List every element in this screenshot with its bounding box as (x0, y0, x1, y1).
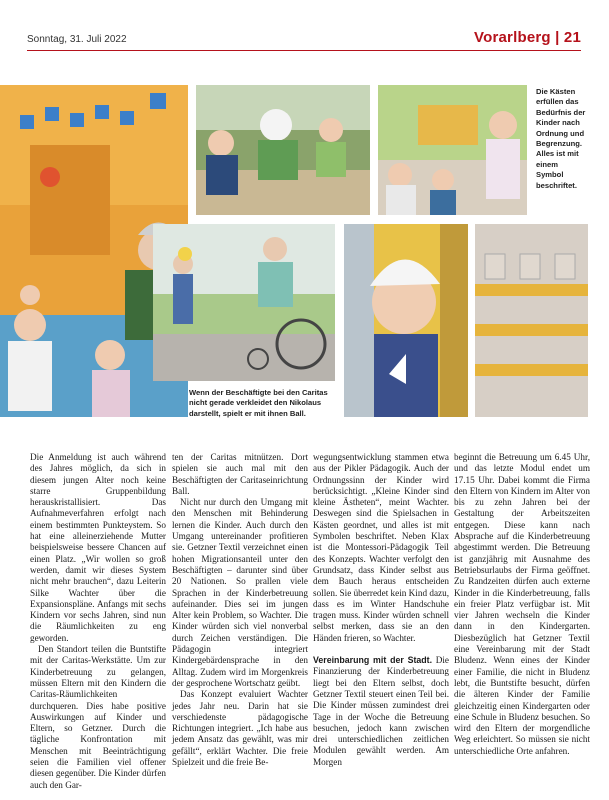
paragraph: beginnt die Betreuung um 6.45 Uhr, und das letzte Modul endet um 17.15 Uhr. Dabei kommt die Firma den Eltern von Kindern im Alter von bis zu zehn Jahren bei der Gestaltung der Arbeitszeiten entgegen. Diese kann nach Absprache auf die Kinderbetreuung abgestimmt werden. Die Betreuung ist ganzjährig mit Ausnahme des Betriebsurlaubs der Firma geöffnet. Zu Randzeiten dürfen auch externe Kinder in die Kinderbetreuung, falls ein freier Platz verfügbar ist. Mit vier Jahren wechseln die Kinder dann in den Kindergarten. Diesbezüglich hat Getzner Textil eine Vereinbarung mit der Stadt Bludenz. Wenn eines der Kinder einer Familie, die nicht in Bludenz lebt, die Buntstifte besucht, dürfen die älteren Kinder der Familie gleichzeitig einen Kindergarten oder eine Schule in Bludenz besuchen. So wird den Eltern der morgendliche Weg erleichtert. So müssen sie nicht unterschiedliche Orte anfahren. (454, 452, 590, 756)
article-column-2 (172, 452, 308, 768)
article-column-1 (30, 452, 166, 791)
issue-date: Sonntag, 31. Juli 2022 (27, 34, 127, 45)
section-name: Vorarlberg (474, 29, 551, 46)
paragraph-with-subhead (313, 655, 449, 768)
photo-toy-boxes (378, 85, 527, 215)
caption-toy-boxes: Die Kästen erfüllen das Bedürfnis der Kinder nach Ordnung und Begrenzung. Alles ist mit einem Symbol beschriftet. (536, 87, 586, 190)
subheading: Vereinbarung mit der Stadt. (313, 655, 433, 666)
paragraph: wegungsentwicklung stammen etwa aus der Pikler Pädagogik. Auch der Ordnungssinn der Kinder wird berücksichtigt. „Kleine Kinder sind kleine Ästheten“, meint Wachter. Deswegen sind die Spielsachen in Kästen geordnet, und alles ist mit Symbolen beschriftet. Neben Klax ist die Montessori-Pädagogik Teil des Konzepts. Wachter verfolgt den Grundsatz, dass Kinder selbst aus dem Bauch heraus entscheiden sollen. Sie überredet kein Kind dazu, dass es im Winter Handschuhe tragen muss. Kinder würden schnell selbst merken, dass sie an den Händen frieren, so Wachter. (313, 452, 449, 643)
paragraph-text: Die Finanzierung der Kinderbetreuung liegt bei den Eltern selbst, doch Getzner Textil steuert einen Teil bei. Die Kinder müssen zumindest drei Tage in der Woche die Betreuung besuchen, jedoch kann zwischen drei unterschiedlichen zeitlichen Modulen gewählt werden. Am Morgen (313, 655, 449, 767)
article-column-4 (454, 452, 590, 757)
page-number: 21 (563, 29, 581, 46)
paragraph: ten der Caritas mitnützen. Dort spielen sie auch mal mit den Beschäftigten der Caritaseinrichtung Ball. (172, 452, 308, 496)
photo-labeled-shelves (475, 224, 588, 417)
paragraph: Nicht nur durch den Umgang mit den Menschen mit Behinderung lernen die Kinder. Auch durch den Umgang untereinander profitieren sie. Getzner Textil verzeichnet einen hohen Migrationsanteil unter den Beschäftigten – darunter sind über 20 Nationen. So prallen viele Sprachen in der Kinderbetreuung aufeinander. Dies sei im jungen Alter kein Problem, so Wachter. Die Kinder würden sich viel nonverbal durch Zeichen verständigen. Die Pädagogin integriert Kindergebärdensprache in den Alltag. Zudem wird im Morgenkreis der gesprochene Wortschatz geübt. (172, 497, 308, 688)
article-column-3 (313, 452, 449, 768)
paragraph: Das Konzept evaluiert Wachter jedes Jahr neu. Darin hat sie verschiedenste pädagogische Richtungen integriert. „Ich habe aus jedem Ansatz das gewählt, was mir gefällt“, erklärt Wachter. Die freie Spielzeit und die freie Be- (172, 689, 308, 768)
photo-wheelchair-ball (153, 224, 335, 381)
section-title: Vorarlberg | 21 (474, 29, 581, 46)
photo-toddler-white-hat (344, 224, 468, 417)
photo-sandbox-play (196, 85, 370, 215)
paragraph: Die Anmeldung ist auch während des Jahres möglich, da sich in diesem jungen Alter noch keine starre Gruppenbildung herauskristallisiert. Das Aufnahmeverfahren erfolgt nach einem bestimmten Punkteystem. So hat eine alleinerziehende Mutter beispielsweise bessere Chancen auf einen Platz. „Wir wollen so groß werden, damit wir dieses System nicht mehr brauchen“, dazu Leiterin Silke Wachter über die Expansionspläne. Anfangs mit sechs Kindern vor sechs Jahren, sind nun die Räumlichkeiten zu eng geworden. (30, 452, 166, 643)
paragraph: Den Standort teilen die Buntstifte mit der Caritas-Werkstätte. Um zur Kinderbetreuung zu gelangen, müssen Eltern mit den Kindern die Caritas-Räumlichkeiten durchqueren. Dies habe positive Auswirkungen auf Kinder und Eltern, so Getzner. Durch die tägliche Konfrontation mit Menschen mit Beeinträchtigung seien die Familien viel offener diesen gegenüber. Die Kinder dürfen auch den Gar- (30, 644, 166, 790)
caption-wheelchair-ball: Wenn der Beschäftigte bei den Caritas nicht gerade verkleidet den Nikolaus darstellt, spielt er mit ihnen Ball. (189, 388, 328, 418)
header-rule (27, 50, 581, 51)
